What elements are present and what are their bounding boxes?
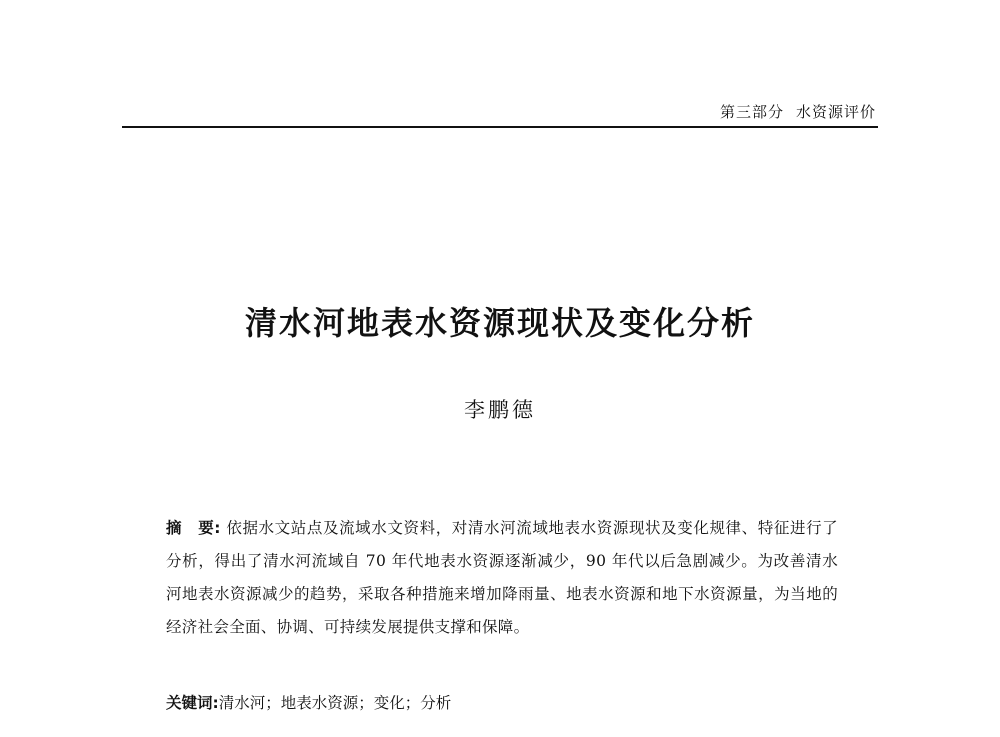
header-rule (122, 126, 878, 128)
abstract-text: 依据水文站点及流域水文资料，对清水河流域地表水资源现状及变化规律、特征进行了分析，得出了清水河流域自 70 年代地表水资源逐渐减少，90 年代以后急剧减少。为改善清水河地表水资源减少的趋势，采取各种措施来增加降雨量、地表水资源和地下水资源量，为当地的经济社会全面、协调、可持续发展提供支撑和保障。 (166, 519, 838, 636)
running-header-section: 水资源评价 (795, 103, 876, 121)
keywords-label: 关键词: (166, 694, 219, 712)
author-name: 李鹏德 (464, 398, 536, 422)
paper-title: 清水河地表水资源现状及变化分析 (244, 304, 755, 342)
abstract (166, 512, 838, 644)
abstract-label: 摘 要: (166, 519, 221, 537)
keywords (166, 691, 838, 715)
keywords-text: 清水河；地表水资源；变化；分析 (218, 694, 452, 712)
running-header-part: 第三部分 (719, 103, 784, 121)
running-header (720, 101, 876, 122)
